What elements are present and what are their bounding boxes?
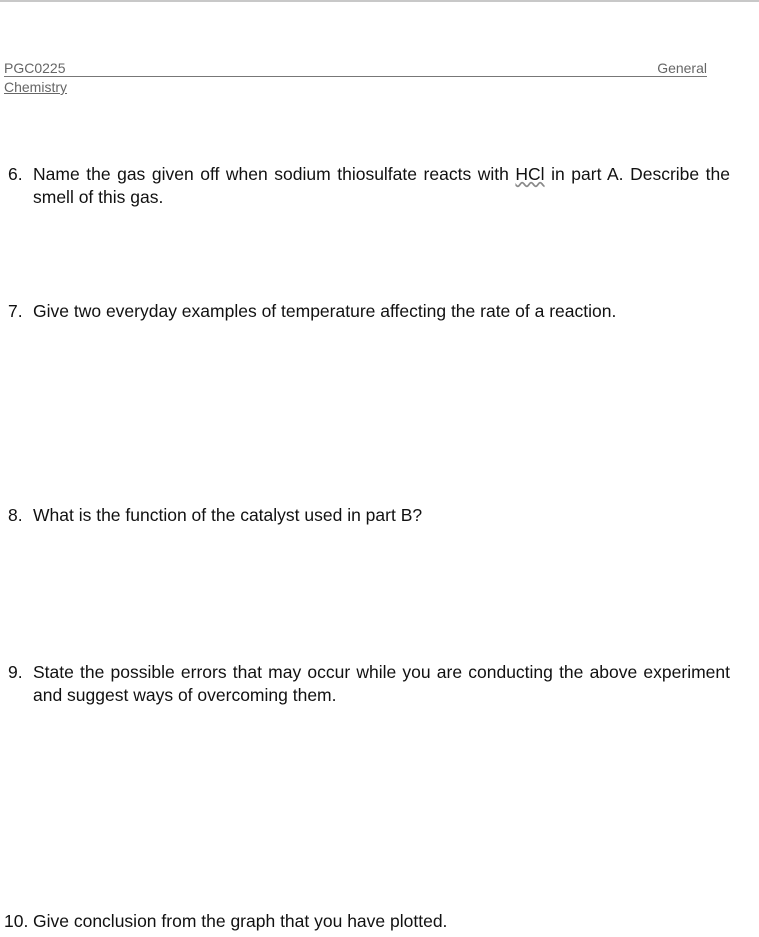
question-text: Give two everyday examples of temperature affecting the rate of a reaction. <box>33 301 617 321</box>
question-8 <box>0 504 730 527</box>
question-text: Give conclusion from the graph that you have plotted. <box>33 911 448 931</box>
question-number: 6. <box>8 164 23 184</box>
question-9 <box>0 661 730 707</box>
page-top-border <box>0 0 759 2</box>
spellcheck-flagged-word: HCl <box>515 164 545 184</box>
question-text: State the possible errors that may occur while you are conducting the above experiment and suggest ways of overcoming them. <box>33 662 730 705</box>
question-10 <box>0 910 730 933</box>
question-text-part: Name the gas given off when sodium thiosulfate reacts with <box>33 164 516 184</box>
course-code: PGC0225 <box>4 60 66 76</box>
question-text: What is the function of the catalyst used in part B? <box>33 505 423 525</box>
header-divider <box>4 76 707 77</box>
category-label: General <box>657 60 707 76</box>
question-number: 8. <box>8 505 23 525</box>
question-text-part: in part A. Describe the smell of this gas. <box>33 164 730 207</box>
question-7 <box>0 300 730 323</box>
question-number: 7. <box>8 301 23 321</box>
question-number: 10. <box>4 911 29 931</box>
question-number: 9. <box>8 662 23 682</box>
question-6 <box>0 163 730 209</box>
question-text <box>33 163 730 209</box>
subject-label: Chemistry <box>4 79 68 95</box>
